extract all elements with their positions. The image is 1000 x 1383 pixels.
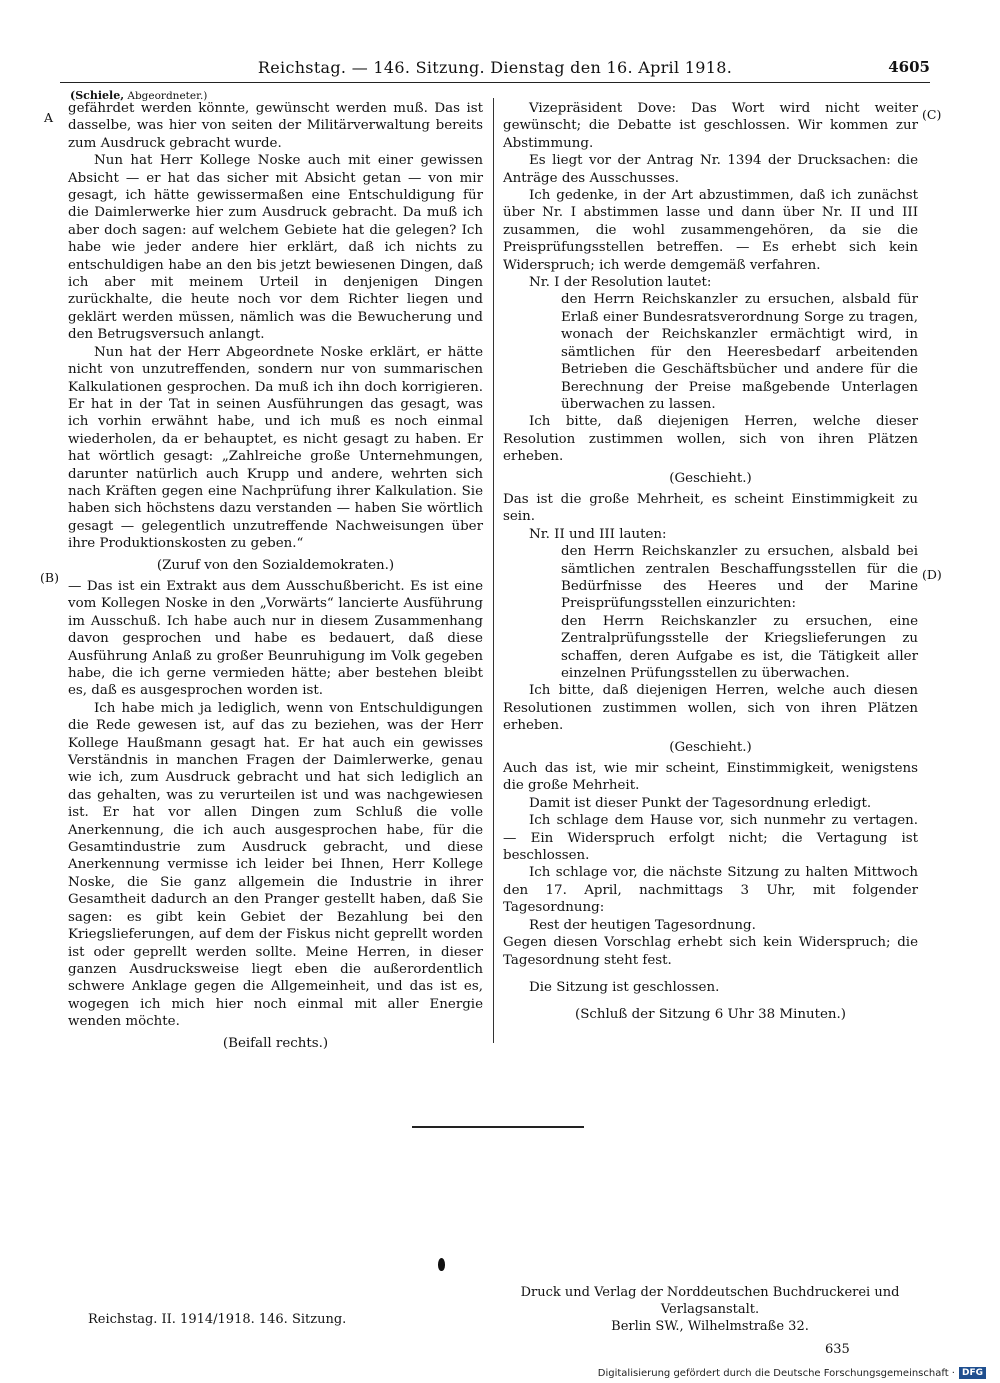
paragraph: Auch das ist, wie mir scheint, Einstimmigkeit, wenigstens die große Mehrheit. [503, 761, 918, 794]
interjection: (Zuruf von den Sozialdemokraten.) [156, 557, 395, 573]
stage-note: (Geschieht.) [669, 739, 752, 755]
margin-mark-a: A [44, 110, 54, 125]
margin-mark-d: (D) [922, 567, 942, 582]
printer-line-2: Berlin SW., Wilhelmstraße 32. [611, 1319, 809, 1334]
paragraph: Die Sitzung ist geschlossen. [529, 979, 720, 995]
digitization-credit [598, 1367, 986, 1379]
ornament-dot [438, 1258, 445, 1271]
paragraph: Ich bitte, daß diejenigen Herren, welche dieser Resolution zustimmen wollen, sich von ihren Plätzen erheben. [503, 414, 918, 465]
paragraph: Damit ist dieser Punkt der Tagesordnung erledigt. [529, 795, 872, 811]
printer-line-1: Druck und Verlag der Norddeutschen Buchdruckerei und Verlagsanstalt. [520, 1285, 900, 1317]
printer-imprint [500, 1284, 920, 1335]
margin-mark-c: (C) [922, 107, 942, 122]
paragraph: Es liegt vor der Antrag Nr. 1394 der Drucksachen: die Anträge des Ausschusses. [503, 153, 918, 186]
paragraph: Ich bitte, daß diejenigen Herren, welche auch diesen Resolutionen zustimmen wollen, sich von ihren Plätzen erheben. [503, 683, 918, 734]
paragraph: Vizepräsident Dove: Das Wort wird nicht weiter gewünscht; die Debatte ist geschlossen. Wir kommen zur Abstimmung. [503, 101, 918, 151]
paragraph: Nr. II und III lauten: [529, 526, 667, 542]
page-number: 4605 [888, 58, 930, 76]
column-divider [493, 98, 494, 1043]
sheet-number: 635 [825, 1342, 850, 1357]
paragraph: Gegen diesen Vorschlag erhebt sich kein Widerspruch; die Tagesordnung steht fest. [503, 935, 918, 968]
paragraph: Ich habe mich ja lediglich, wenn von Entschuldigungen die Rede gewesen ist, auf das zu beziehen, was der Herr Kollege Haußmann gesagt hat. Er hat auch ein gewisses Verständnis in manchen Fragen der Daimlerwerke, genau wie ich, zum Ausdruck gebracht und hat sich lediglich an das gehalten, was zu verurteilen ist und was nachgewiesen ist. Er hat vor allen Dingen zum Schluß die volle Anerkennung, die ich auch ausgesprochen habe, für die Gesamtindustrie zum Ausdruck gebracht, und diese Anerkennung vermisse ich leider bei Ihnen, Herr Kollege Noske, die Sie ganz allgemein die Industrie in ihrer Gesamtheit dadurch an den Pranger gestellt haben, daß Sie sagen: es gibt kein Gebiet der Bezahlung bei den Kriegslieferungen, auf dem der Fiskus nicht geprellt worden ist oder geprellt werden sollte. Meine Herren, in dieser ganzen Ausdrucksweise liegt eben die außerordentlich schwere Anklage gegen die Allgemeinheit, und das ist es, wogegen ich mich hier noch einmal mit aller Energie wenden möchte. [68, 700, 483, 1030]
applause-note: (Beifall rechts.) [222, 1035, 329, 1051]
paragraph: Ich schlage dem Hause vor, sich nunmehr zu vertagen. — Ein Widerspruch erfolgt nicht; die Vertagung ist beschlossen. [503, 813, 918, 864]
paragraph: gefährdet werden könnte, gewünscht werden muß. Das ist dasselbe, was hier von seiten der Militärverwaltung bereits zum Ausdruck gebracht wurde. [68, 101, 483, 151]
paragraph: Ich schlage vor, die nächste Sitzung zu halten Mittwoch den 17. April, nachmittags 3 Uhr, mit folgender Tagesordnung: [503, 865, 918, 916]
end-rule [412, 1126, 584, 1128]
paragraph: Nun hat der Herr Abgeordnete Noske erklärt, er hätte nicht von unzutreffenden, sondern nur von summarischen Kalkulationen gesprochen. Da muß ich ihn doch korrigieren. Er hat in der Tat in seinen Ausführungen das gesagt, was ich vorhin erwähnt habe, und ich muß es noch einmal wiederholen, da er behauptet, es nicht gesagt zu haben. Er hat wörtlich gesagt: „Zahlreiche große Unternehmungen, darunter natürlich auch Krupp und andere, wehrten sich nach Kräften gegen eine Nachprüfung ihrer Kalkulation. Sie haben sich höchstens dazu verstanden — haben Sie wörtlich gesagt — gelegentlich unzutreffende Nachweisungen über ihre Produktionskosten zu geben.“ [68, 344, 483, 552]
page-header [60, 58, 930, 83]
resolution-quote: den Herrn Reichskanzler zu ersuchen, alsbald für Erlaß einer Bundesratsverordnung Sorge zu tragen, wonach der Reichskanzler ermächtigt wird, in sämtlichen für den Heeresbedarf arbeitenden Betrieben die Geschäftsbücher und andere für die Berechnung der Preise maßgebende Unterlagen überwachen zu lassen. [561, 292, 918, 412]
stage-note: (Geschieht.) [669, 470, 752, 486]
paragraph: Nun hat Herr Kollege Noske auch mit einer gewissen Absicht — er hat das sicher mit Absicht getan — von mir gesagt, ich hätte gewissermaßen eine Entschuldigung für die Daimlerwerke hier zum Ausdruck gebracht. Da muß ich aber doch sagen: auf welchem Gebiete hat die gelegen? Ich habe wie jeder andere hier erklärt, daß ich nichts zu entschuldigen habe an den bis jetzt bewiesenen Dingen, daß ich aber mit meinem Urteil in denjenigen Dingen zurückhalte, die heute noch vor dem Richter liegen und geklärt werden müssen, nämlich was die Bewucherung und den Betrugsversuch anlangt. [68, 153, 483, 343]
paragraph: Das ist die große Mehrheit, es scheint Einstimmigkeit zu sein. [503, 491, 918, 525]
resolution-quote: den Herrn Reichskanzler zu ersuchen, alsbald bei sämtlichen zentralen Beschaffungsstellen für die Bedürfnisse des Heeres und der Marine Preisprüfungsstellen einzurichten: [561, 544, 918, 612]
margin-mark-b: (B) [40, 570, 59, 585]
left-column [68, 100, 483, 1056]
right-column [503, 100, 918, 1028]
paragraph: Nr. I der Resolution lautet: [529, 275, 712, 291]
dfg-logo: DFG [959, 1367, 986, 1379]
speaker-name: (Schiele, [70, 89, 125, 102]
credit-text: Digitalisierung gefördert durch die Deutsche Forschungsgemeinschaft · [597, 1367, 955, 1379]
paragraph: Rest der heutigen Tagesordnung. [529, 917, 756, 933]
closing-note: (Schluß der Sitzung 6 Uhr 38 Minuten.) [574, 1007, 847, 1023]
speaker-role: Abgeordneter.) [127, 90, 208, 102]
resolution-quote: den Herrn Reichskanzler zu ersuchen, eine Zentralprüfungsstelle der Kriegslieferungen zu schaffen, deren Aufgabe es ist, die Tätigkeit aller einzelnen Prüfungsstellen zu überwachen. [561, 613, 918, 681]
running-title: Reichstag. — 146. Sitzung. Dienstag den 16. April 1918. [257, 58, 733, 77]
paragraph: — Das ist ein Extrakt aus dem Ausschußbericht. Es ist eine vom Kollegen Noske in den „Vorwärts“ lancierte Ausführung im Ausschuß. Ich habe auch nur in diesem Zusammenhang davon gesprochen und habe es bedauert, daß diese Ausführung Anlaß zu großer Beunruhigung im Volk gegeben habe, die ich gerne vermieden hätte; aber bestehen bleibt es, daß es ausgesprochen worden ist. [68, 578, 483, 699]
paragraph: Ich gedenke, in der Art abzustimmen, daß ich zunächst über Nr. I abstimmen lasse und dann über Nr. II und III zusammen, die wohl zusammengehören, da sie die Preisprüfungsstellen betreffen. — Es erhebt sich kein Widerspruch; ich werde demgemäß verfahren. [503, 188, 918, 273]
footer-left: Reichstag. II. 1914/1918. 146. Sitzung. [88, 1312, 347, 1327]
